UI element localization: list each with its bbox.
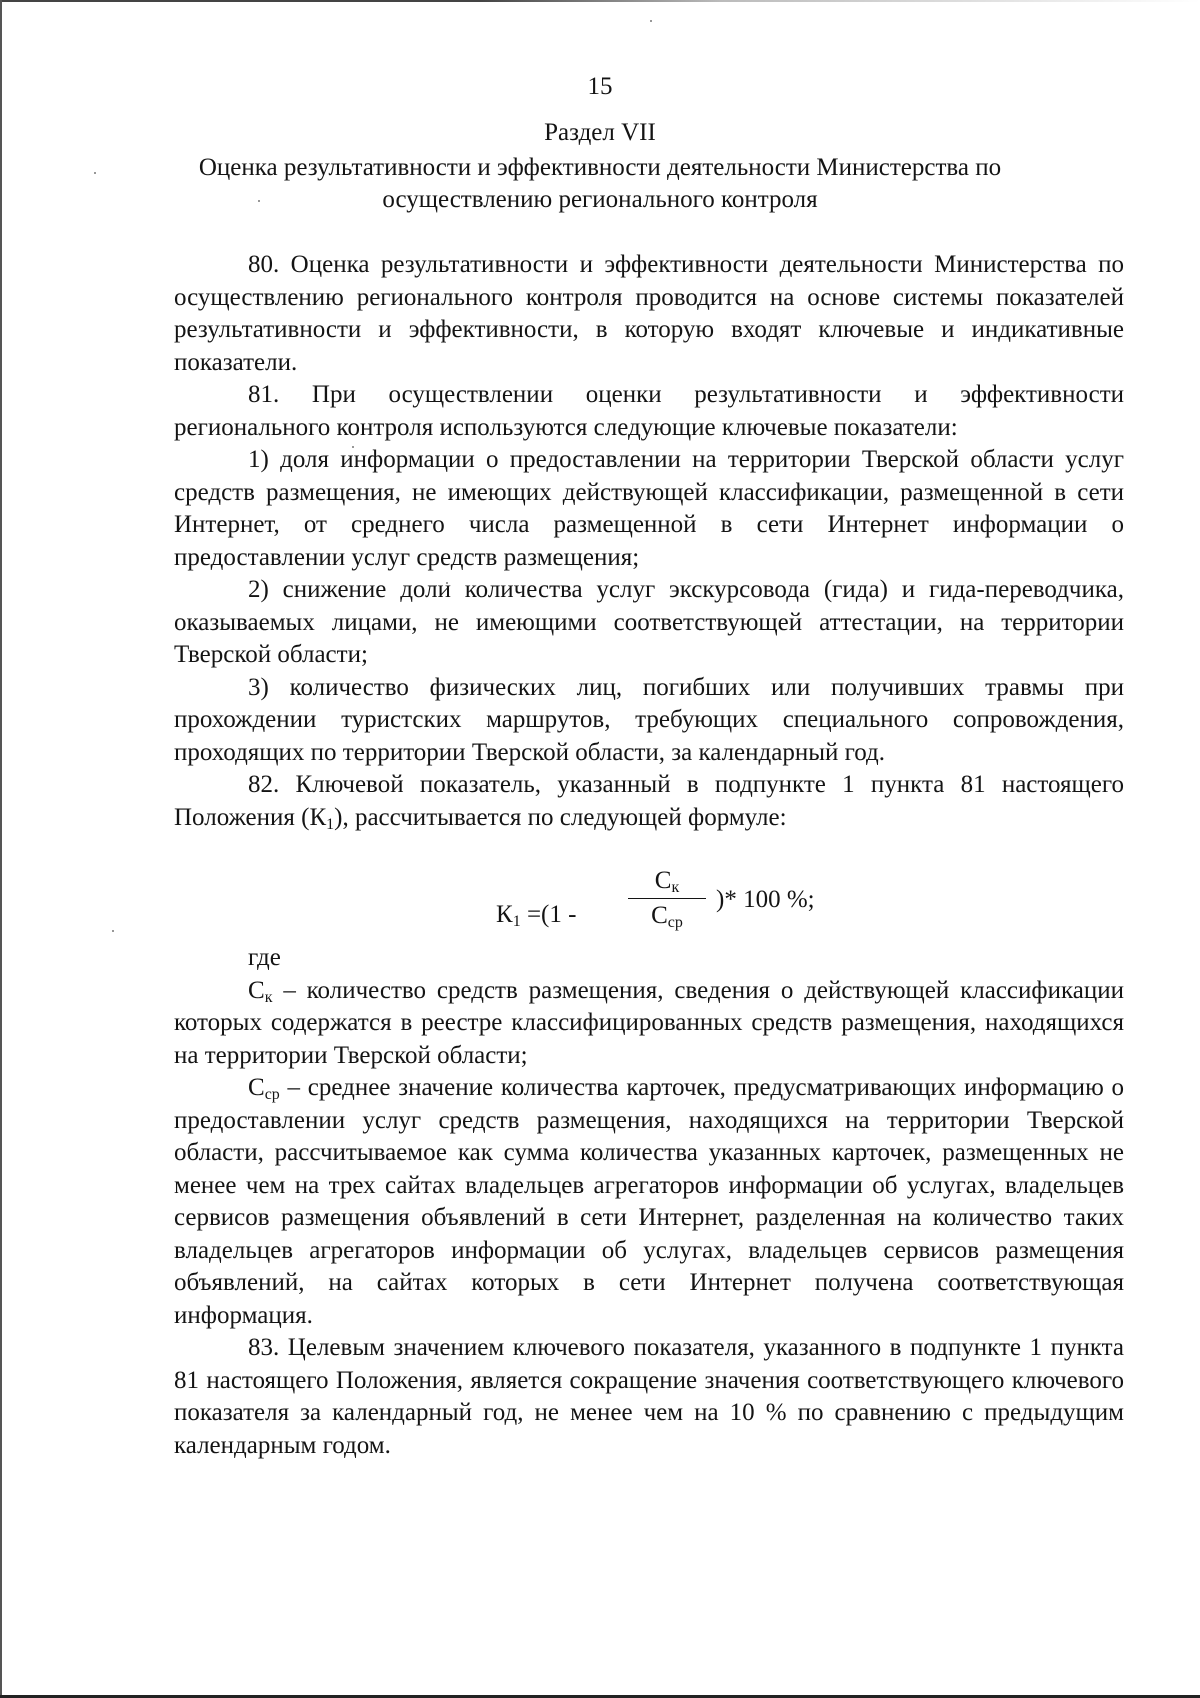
paragraph-82-tail: ), рассчитывается по следующей формуле: <box>334 803 787 831</box>
scan-speck <box>94 172 96 174</box>
paragraph-81-item-1: 1) доля информации о предоставлении на территории Тверской области услуг средств размещения, не имеющих действующей классификации, размещенной в сети Интернет, от среднего числа размещенной в сети Интернет информации о предоставлении услуг средств размещения; <box>174 446 1124 571</box>
scan-speck <box>650 20 652 22</box>
where-label: где <box>248 944 281 971</box>
formula-lhs <box>496 900 583 930</box>
ccp-text: – среднее значение количества карточек, предусматривающих информацию о предоставлении услуг средств размещения, находящихся на территории Тверской области, рассчитываемое как сумма количества указанных карточек, размещенных не менее чем на трех сайтах владельцев агрегаторов информации об услугах, владельцев сервисов размещения объявлений в сети Интернет, разделенная на количество таких владельцев агрегаторов информации об услугах, владельцев сервисов размещения объявлений, на сайтах которых в сети Интернет получена соответствующая информация. <box>174 1074 1124 1329</box>
formula-denominator <box>628 901 706 931</box>
paragraph-81: 81. При осуществлении оценки результативности и эффективности регионального контроля используются следующие ключевые показатели: <box>174 381 1124 441</box>
section-title: Раздел VII <box>544 119 656 146</box>
paragraph-80: 80. Оценка результативности и эффективности деятельности Министерства по осуществлению регионального контроля проводится на основе системы показателей результативности и эффективности, в которую входят ключевые и индикативные показатели. <box>174 251 1124 376</box>
formula-num-subscript: к <box>671 879 680 896</box>
definition-ccp <box>174 1072 1124 1332</box>
paragraph-82-subscript: 1 <box>326 815 335 833</box>
formula-lhs-subscript: 1 <box>512 913 521 930</box>
formula-den-symbol: С <box>651 902 668 929</box>
scan-edge-top <box>0 0 1200 2</box>
paragraph-81-item-2: 2) снижение доли количества услуг экскурсовода (гида) и гида-переводчика, оказываемых лицами, не имеющими соответствующей аттестации, на территории Тверской области; <box>174 576 1124 668</box>
fraction-bar <box>628 898 706 899</box>
definition-ck <box>174 975 1124 1073</box>
paragraph-81-item-3: 3) количество физических лиц, погибших или получивших травмы при прохождении туристских маршрутов, требующих специального сопровождения, проходящих по территории Тверской области, за календарный год. <box>174 673 1124 766</box>
section-subtitle: Оценка результативности и эффективности деятельности Министерства по осуществлению регионального контроля <box>198 154 1002 213</box>
document-body <box>174 249 1124 1462</box>
formula-rhs: )* 100 %; <box>716 886 815 913</box>
paragraph-82-text: 82. Ключевой показатель, указанный в подпункте 1 пункта 81 настоящего Положения (К <box>174 771 1124 831</box>
scan-speck <box>112 930 114 932</box>
formula-lhs-symbol: К <box>496 901 513 928</box>
ck-text: – количество средств размещения, сведения о действующей классификации которых содержатся в реестре классифицированных средств размещения, находящихся на территории Тверской области; <box>174 976 1124 1069</box>
ccp-symbol: С <box>248 1074 265 1101</box>
formula-block <box>174 834 1124 942</box>
formula-num-symbol: С <box>654 867 672 894</box>
ck-subscript: к <box>264 988 273 1006</box>
scan-edge-left <box>0 0 2 1698</box>
formula-numerator <box>628 864 706 898</box>
formula-lhs-rest: =(1 - <box>520 901 583 928</box>
page-number: 15 <box>587 73 613 100</box>
ck-symbol: С <box>248 976 265 1004</box>
formula-den-subscript: ср <box>667 914 683 931</box>
paragraph-82 <box>174 769 1124 834</box>
paragraph-83: 83. Целевым значением ключевого показателя, указанного в подпункте 1 пункта 81 настоящего Положения, является сокращение значения соответствующего ключевого показателя за календарный год, не менее чем на 10 % по сравнению с предыдущим календарным годом. <box>174 1334 1124 1459</box>
formula-fraction <box>628 864 706 931</box>
ccp-subscript: ср <box>264 1086 280 1103</box>
